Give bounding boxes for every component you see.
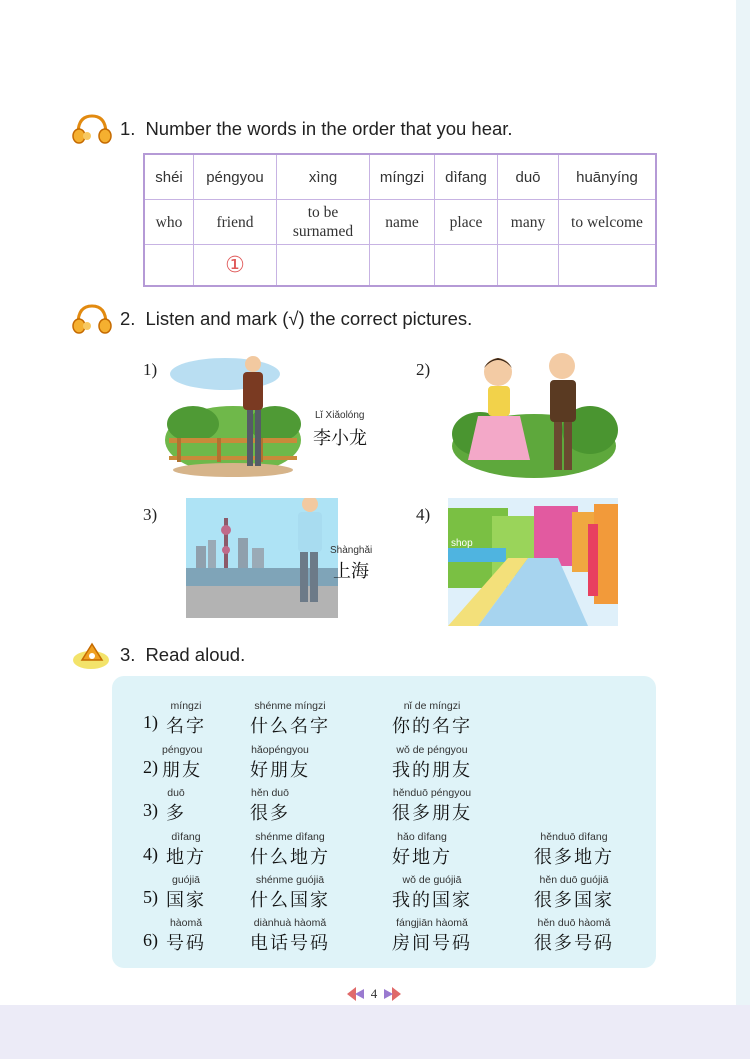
page-number-text: 4 <box>370 986 378 1001</box>
english-cell: friend <box>194 200 277 245</box>
phrase-chinese: 号码 <box>166 933 206 954</box>
phrase-pinyin: hǎopéngyou <box>251 744 309 756</box>
phrase-pinyin: hàomǎ <box>169 917 203 929</box>
english-cell: name <box>370 200 435 245</box>
answer-row <box>144 245 656 287</box>
row-number: 1) <box>143 712 158 732</box>
phrase-cell <box>250 831 330 869</box>
row-number: 6) <box>143 930 158 950</box>
phrase-chinese: 多 <box>166 803 186 824</box>
picture-1-label: 1) <box>143 360 158 379</box>
pinyin-cell: xìng <box>277 154 370 200</box>
pinyin-cell: huānyíng <box>559 154 657 200</box>
bottom-band <box>0 1005 750 1059</box>
phrase-chinese: 好朋友 <box>250 760 310 781</box>
english-cell: place <box>435 200 498 245</box>
phrase-pinyin: hěnduō péngyou <box>392 787 472 799</box>
picture-3-shanghai[interactable] <box>186 498 338 618</box>
phrase-pinyin: duō <box>167 787 185 799</box>
phrase-cell <box>392 700 472 738</box>
row-number: 2) <box>143 757 158 777</box>
phrase-cell <box>250 917 330 955</box>
section-3-title: Read aloud. <box>145 644 246 665</box>
phrase-chinese: 我的朋友 <box>392 760 472 781</box>
phrase-pinyin: hǎo dìfang <box>397 831 447 843</box>
speaker-icon <box>70 638 112 672</box>
phrase-cell <box>166 917 206 955</box>
row-number: 4) <box>143 844 158 864</box>
phrase-cell <box>166 700 206 738</box>
phrase-cell <box>392 917 472 955</box>
phrase-chinese: 什么国家 <box>250 890 330 911</box>
picture-3-caption-pinyin: Shànghǎi <box>330 545 373 556</box>
section-1-number: 1. <box>120 118 136 139</box>
phrase-pinyin: nǐ de míngzi <box>403 700 461 712</box>
phrase-chinese: 国家 <box>166 890 206 911</box>
phrase-chinese: 什么名字 <box>250 716 330 737</box>
phrase-pinyin: shénme dìfang <box>255 831 325 843</box>
phrase-chinese: 好地方 <box>392 847 452 868</box>
vocabulary-table <box>143 153 657 287</box>
phrase-cell <box>166 831 206 869</box>
picture-3-caption-chinese: 上海 <box>333 561 369 582</box>
phrase-cell <box>534 917 614 955</box>
section-2-heading <box>70 302 472 336</box>
phrase-pinyin: wǒ de péngyou <box>396 744 468 756</box>
picture-2-girl-and-boy[interactable] <box>450 350 618 478</box>
phrase-cell <box>250 787 290 825</box>
phrase-pinyin: hěn duō guójiā <box>539 874 609 886</box>
phrase-chinese: 房间号码 <box>392 933 472 954</box>
phrase-cell <box>392 744 472 782</box>
phrase-pinyin: hěn duō <box>251 787 289 799</box>
phrase-pinyin: hěn duō hàomǎ <box>537 917 611 929</box>
phrase-cell <box>250 874 330 912</box>
phrase-pinyin: hěnduō dìfang <box>540 831 608 843</box>
picture-4-shop-sign: shop <box>451 538 473 549</box>
phrase-pinyin: fángjiān hàomǎ <box>396 917 468 929</box>
english-cell: who <box>144 200 194 245</box>
picture-4-street[interactable] <box>448 498 618 626</box>
phrase-chinese: 地方 <box>166 847 206 868</box>
phrase-pinyin: shénme guójiā <box>255 874 325 886</box>
phrase-pinyin: míngzi <box>170 700 202 712</box>
english-cell: many <box>498 200 559 245</box>
picture-4-label: 4) <box>416 505 431 524</box>
answer-cell[interactable] <box>435 245 498 287</box>
answer-cell[interactable] <box>144 245 194 287</box>
phrase-pinyin: diànhuà hàomǎ <box>253 917 327 929</box>
section-3-number: 3. <box>120 644 136 665</box>
phrase-cell <box>250 700 330 738</box>
row-number: 5) <box>143 887 158 907</box>
picture-1-caption-chinese: 李小龙 <box>313 428 367 449</box>
phrase-chinese: 很多号码 <box>534 933 614 954</box>
pinyin-cell: péngyou <box>194 154 277 200</box>
phrase-chinese: 很多 <box>250 803 290 824</box>
phrase-pinyin: shénme míngzi <box>254 700 326 712</box>
picture-1-caption-pinyin: Lǐ Xiǎolóng <box>315 410 365 421</box>
headphones-icon <box>70 302 112 336</box>
row-number: 3) <box>143 800 158 820</box>
pinyin-cell: shéi <box>144 154 194 200</box>
page-edge-strip <box>736 0 750 1059</box>
phrase-cell <box>166 787 186 825</box>
section-1-heading <box>70 112 513 146</box>
phrase-cell <box>392 831 452 869</box>
phrase-chinese: 电话号码 <box>250 933 330 954</box>
section-3-heading <box>70 638 245 672</box>
phrase-chinese: 你的名字 <box>392 716 472 737</box>
phrase-pinyin: péngyou <box>162 744 203 756</box>
answer-cell[interactable] <box>370 245 435 287</box>
phrase-pinyin: wǒ de guójiā <box>402 874 462 886</box>
phrase-chinese: 什么地方 <box>250 847 330 868</box>
section-2-title: Listen and mark (√) the correct pictures. <box>145 308 473 329</box>
pinyin-cell: dìfang <box>435 154 498 200</box>
headphones-icon <box>70 112 112 146</box>
phrase-pinyin: dìfang <box>171 831 201 843</box>
phrase-cell <box>534 831 614 869</box>
section-1-title: Number the words in the order that you hear. <box>145 118 513 139</box>
phrase-chinese: 很多国家 <box>534 890 614 911</box>
pinyin-row <box>144 154 656 200</box>
answer-cell[interactable] <box>498 245 559 287</box>
answer-cell[interactable] <box>277 245 370 287</box>
phrase-chinese: 我的国家 <box>392 890 472 911</box>
phrase-cell <box>392 874 472 912</box>
phrase-cell <box>166 874 206 912</box>
phrase-chinese: 很多地方 <box>534 847 614 868</box>
picture-2-label: 2) <box>416 360 431 379</box>
picture-3-label: 3) <box>143 505 158 524</box>
answer-cell[interactable]: ① <box>194 245 277 287</box>
english-cell: to welcome <box>559 200 657 245</box>
english-row <box>144 200 656 245</box>
phrase-pinyin: guójiā <box>171 874 201 886</box>
page-number <box>346 984 402 1004</box>
pinyin-cell: duō <box>498 154 559 200</box>
left-ornament-icon <box>347 987 365 1001</box>
english-cell: to be surnamed <box>277 200 370 245</box>
phrase-chinese: 朋友 <box>162 760 202 781</box>
pinyin-cell: míngzi <box>370 154 435 200</box>
phrase-cell <box>534 874 614 912</box>
section-2-number: 2. <box>120 308 136 329</box>
phrase-cell <box>162 744 202 782</box>
picture-1-li-xiaolong[interactable] <box>163 352 303 478</box>
phrase-cell <box>250 744 310 782</box>
phrase-cell <box>392 787 472 825</box>
phrase-chinese: 名字 <box>166 716 206 737</box>
right-ornament-icon <box>383 987 401 1001</box>
answer-cell[interactable] <box>559 245 657 287</box>
phrase-chinese: 很多朋友 <box>392 803 472 824</box>
